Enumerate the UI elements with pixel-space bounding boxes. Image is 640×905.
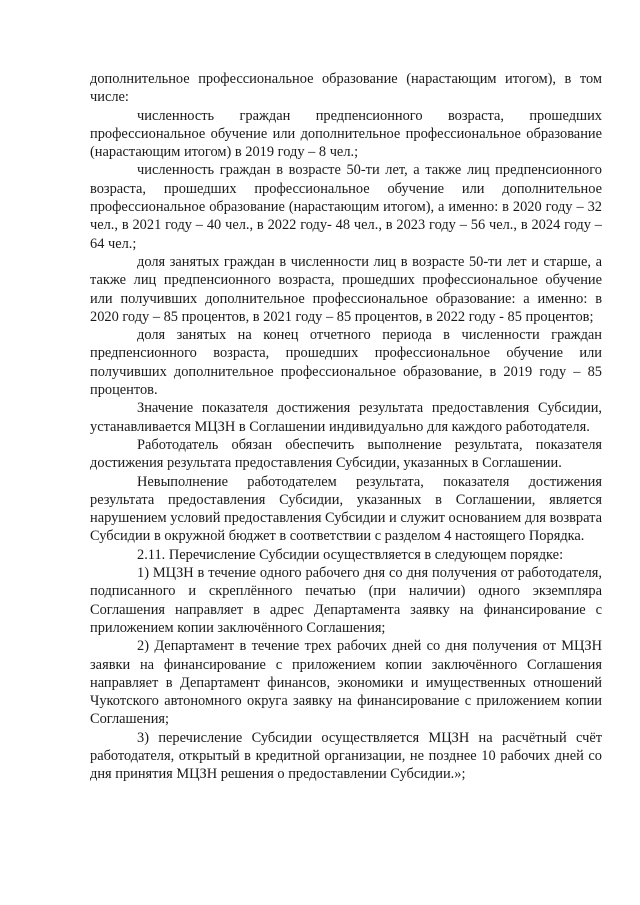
section-heading-2-11: 2.11. Перечисление Субсидии осуществляется в следующем порядке: — [137, 546, 564, 563]
paragraph: Значение показателя достижения результата предоставления Субсидии, устанавливается МЦЗН в Соглашении индивидуально для каждого работодателя. — [90, 400, 602, 435]
paragraph: численность граждан в возрасте 50-ти лет, а также лиц предпенсионного возраста, прошедших профессиональное обучение или дополнительное профессиональное образование (нарастающим итогом), а именно: в 2020 году – 32 чел., в 2021 году – 40 чел., в 2022 году- 48 чел., в 2023 году – 56 чел., в 2024 году – 64 чел.; — [90, 162, 602, 252]
paragraph: дополнительное профессиональное образование (нарастающим итогом), в том числе: — [90, 71, 602, 106]
list-item: 1) МЦЗН в течение одного рабочего дня со дня получения от работодателя, подписанного и скреплённого печатью (при наличии) одного экземпляра Соглашения направляет в адрес Департамента заявку на финансирование с приложением копии заключённого Соглашения; — [90, 565, 602, 636]
paragraph: доля занятых на конец отчетного периода в численности граждан предпенсионного возраста, прошедших профессиональное обучение или получивших дополнительное профессиональное образование, в 2019 году – 85 процентов. — [90, 327, 602, 399]
paragraph: Невыполнение работодателем результата, показателя достижения результата предоставления Субсидии, указанных в Соглашении, является нарушением условий предоставления Субсидии и служит основанием для возврата Субсидии в окружной бюджет в соответствии с разделом 4 настоящего Порядка. — [90, 473, 602, 545]
list-item: 2) Департамент в течение трех рабочих дней со дня получения от МЦЗН заявки на финансирование с приложением копии заключённого Соглашения направляет в Департамент финансов, экономики и имущественных отношений Чукотского автономного округа заявку на финансирование с приложением копии Соглашения; — [90, 638, 602, 728]
paragraph: Работодатель обязан обеспечить выполнение результата, показателя достижения результата предоставления Субсидии, указанных в Соглашении. — [90, 436, 602, 472]
document-page — [90, 70, 602, 784]
paragraph: численность граждан предпенсионного возраста, прошедших профессиональное обучение или дополнительное профессиональное образование (нарастающим итогом) в 2019 году – 8 чел.; — [90, 107, 602, 161]
list-item: 3) перечисление Субсидии осуществляется МЦЗН на расчётный счёт работодателя, открытый в кредитной организации, не позднее 10 рабочих дней со дня принятия МЦЗН решения о предоставлении Субсидии.»; — [90, 729, 602, 783]
paragraph: доля занятых граждан в численности лиц в возрасте 50-ти лет и старше, а также лиц предпенсионного возраста, прошедших профессиональное обучение или получивших дополнительное профессиональное образование: а именно: в 2020 году – 85 процентов, в 2021 году – 85 процентов, в 2022 году - 85 процентов; — [90, 253, 602, 325]
